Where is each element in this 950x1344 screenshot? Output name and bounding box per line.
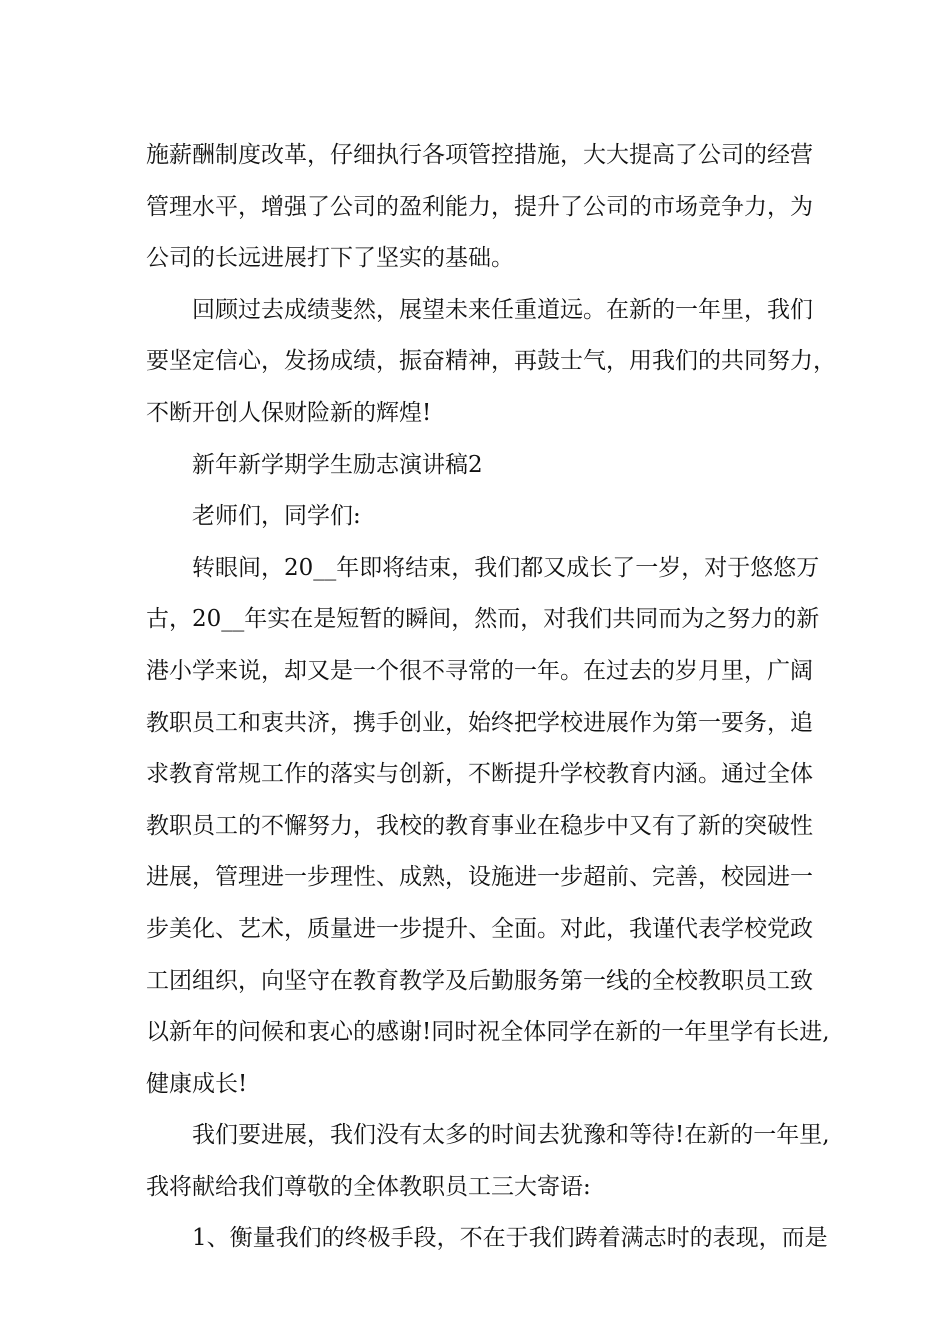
body-line: 进展，管理进一步理性、成熟，设施进一步超前、完善，校园进一	[146, 864, 813, 891]
body-line: 公司的长远进展打下了坚实的基础。	[146, 245, 514, 272]
salutation: 老师们，同学们:	[192, 503, 361, 530]
body-line: 教职员工的不懈努力，我校的教育事业在稳步中又有了新的突破性	[146, 812, 813, 839]
body-line: 港小学来说，却又是一个很不寻常的一年。在过去的岁月里，广阔	[146, 657, 813, 684]
body-line: 我将献给我们尊敬的全体教职员工三大寄语:	[146, 1173, 591, 1200]
paragraph-start-line: 回顾过去成绩斐然，展望未来任重道远。在新的一年里，我们	[192, 296, 813, 323]
paragraph-start-line: 转眼间，20__年即将结束，我们都又成长了一岁，对于悠悠万	[192, 554, 820, 581]
body-line: 工团组织，向坚守在教育教学及后勤服务第一线的全校教职员工致	[146, 967, 813, 994]
list-item-line: 1、衡量我们的终极手段，不在于我们踌着满志时的表现，而是	[192, 1225, 828, 1252]
body-line: 步美化、艺术，质量进一步提升、全面。对此，我谨代表学校党政	[146, 915, 813, 942]
body-line: 求教育常规工作的落实与创新，不断提升学校教育内涵。通过全体	[146, 761, 813, 788]
body-line: 古，20__年实在是短暂的瞬间，然而，对我们共同而为之努力的新	[146, 606, 820, 633]
body-line: 施薪酬制度改革，仔细执行各项管控措施，大大提高了公司的经营	[146, 142, 813, 168]
body-line: 管理水平，增强了公司的盈利能力，提升了公司的市场竞争力，为	[146, 193, 813, 220]
body-line: 不断开创人保财险新的辉煌!	[146, 399, 432, 426]
body-line: 要坚定信心，发扬成绩，振奋精神，再鼓士气，用我们的共同努力，	[146, 348, 836, 375]
paragraph-start-line: 我们要进展，我们没有太多的时间去犹豫和等待!在新的一年里,	[192, 1122, 830, 1149]
section-heading: 新年新学期学生励志演讲稿2	[192, 451, 483, 478]
body-line: 以新年的问候和衷心的感谢!同时祝全体同学在新的一年里学有长进,	[146, 1019, 830, 1046]
body-line: 健康成长!	[146, 1070, 248, 1097]
body-line: 教职员工和衷共济，携手创业，始终把学校进展作为第一要务，追	[146, 709, 813, 736]
document-body	[146, 130, 836, 1265]
